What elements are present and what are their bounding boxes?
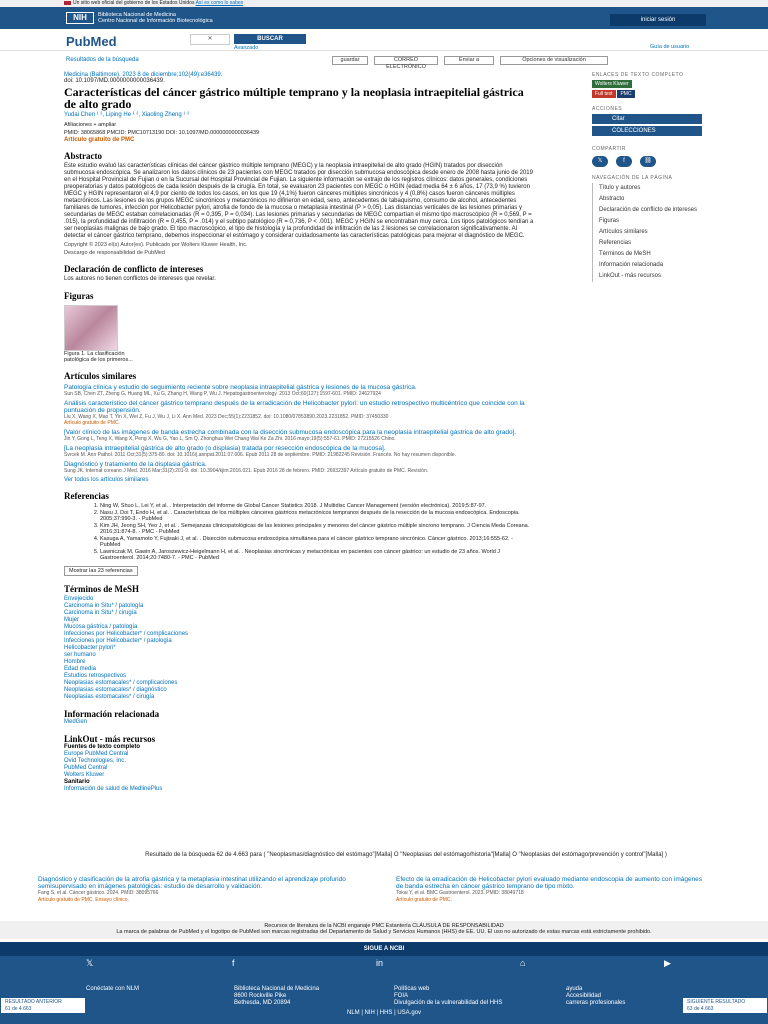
help-link[interactable]: Accesibilidad	[566, 993, 602, 999]
similar-article-5[interactable]	[64, 461, 534, 474]
prev-result-meta: Fang S, et al. Cáncer gástrico. 2024. PMID: 38095766	[38, 890, 159, 896]
mesh-term[interactable]: Neoplasias estomacales* / complicaciones	[64, 679, 178, 686]
linkedin-icon[interactable]: in	[376, 958, 384, 968]
send-to-button[interactable]: Enviar a	[444, 56, 494, 65]
mesh-term[interactable]: Neoplasias estomacales* / diagnóstico	[64, 686, 167, 693]
link-share-icon[interactable]: ⛓	[640, 156, 656, 167]
mesh-term[interactable]: Carcinoma in Situ* / patología	[64, 602, 144, 609]
toolbar	[0, 56, 768, 70]
conflict-text: Los autores no tienen conflictos de intereses que revelar.	[64, 276, 216, 282]
mesh-heading: Términos de MeSH	[64, 583, 139, 594]
email-button[interactable]: CORREO ELECTRÓNICO	[374, 56, 438, 65]
previous-result-button[interactable]	[0, 997, 86, 1014]
linkout-item[interactable]: PubMed Central	[64, 764, 108, 771]
pmc-badge[interactable]: PMC	[617, 90, 634, 98]
similar-free: Artículo gratuito de PMC.	[64, 420, 120, 426]
doi-line: doi: 10.1097/MD.0000000000036439.	[64, 78, 165, 84]
agency-bar[interactable]: NLM | NIH | HHS | USA.gov	[346, 1010, 422, 1016]
prev-result-free: Artículo gratuito de PMC. Ensayo clínico.	[38, 897, 129, 903]
mesh-term[interactable]: Carcinoma in Situ* / cirugía	[64, 609, 137, 616]
actions-heading: ACCIONES	[592, 106, 623, 112]
mesh-term[interactable]: Infecciones por Helicobacter* / patología	[64, 637, 172, 644]
ncbi-header	[0, 7, 768, 29]
related-heading: Información relacionada	[64, 708, 160, 719]
free-pmc-badge: Artículo gratuito de PMC	[64, 137, 135, 143]
prev-result-title[interactable]: Diagnóstico y clasificación de la atrofia gástrica y la metaplasia intestinal utilizando el aprendizaje profundo semisupervisado en imágenes patológicas: estudio de desarrollo y validación.	[38, 876, 346, 890]
ncbi-footer	[0, 942, 768, 1024]
next-result-meta: Tokai Y, et al. BMC Gastroenterol. 2023. PMID: 38049718	[396, 890, 524, 896]
prev-count: 61 de 4.663	[5, 1006, 32, 1012]
addr-line: 8600 Rockville Pike	[234, 993, 287, 999]
reference-item: 5. Lawniczak M, Gawin A, Jaroszewicz-Heigelmann H, et al. . Neoplasias sincrónicas y metacrónicas en pacientes con cáncer gástrico: un estudio de 23 años. World J Gastroenterol. 2014;20:7480-7. - PMC - PubMed	[100, 549, 534, 562]
mesh-term[interactable]: Estudios retrospectivos	[64, 672, 127, 679]
fulltext-links-heading: ENLACES DE TEXTO COMPLETO	[592, 72, 684, 78]
collections-button[interactable]: COLECCIONES	[592, 126, 702, 136]
linkout-item[interactable]: Información de salud de MedlinePlus	[64, 785, 163, 792]
nav-item[interactable]: LinkOut - más recursos	[592, 271, 702, 282]
page-nav-heading: NAVEGACIÓN DE LA PÁGINA	[592, 175, 673, 181]
figures-heading: Figuras	[64, 291, 94, 301]
gov-banner	[0, 0, 768, 7]
save-button[interactable]: guardar	[332, 56, 368, 65]
search-result-position: Resultado de la búsqueda 62 de 4.663 para ( "Neoplasmas/diagnóstico del estómago"[Malla] O "Neoplasias del estómago/historia"[Malla] O "Neoplasias del estómago/prevención y control"[Malla] )	[145, 852, 667, 858]
similar-title[interactable]: Patología clínica y estudio de seguimiento reciente sobre neoplasia intraepitelial gástrica y lesiones de la mucosa gástrica.	[64, 384, 417, 391]
sidebar	[592, 72, 702, 282]
reference-item: 3. Kim JH, Jeong SH, Yeo J, et al. . Semejanzas clinicopatológicas de las lesiones principales y menores del cáncer gástrico múltiple sincrono temprano. J Ciencia Meda Coreana. 2016;31:874-8. - PMC - PubMed	[100, 523, 534, 536]
references-list	[64, 503, 534, 562]
next-label: SIGUIENTE RESULTADO	[687, 999, 746, 1005]
nav-item[interactable]: Abstracto	[592, 194, 702, 205]
similar-meta: Jin Y, Gong L, Teng X, Wang X, Peng X, Wu G, Yao L, Sm Q. Zhonghua Wei Chang Wai Ke Za Zhi. 2016 mayo;19(5):557-61. PMID: 27215526 Chino.	[64, 436, 396, 442]
facebook-share-icon[interactable]: f	[616, 156, 632, 167]
nav-item[interactable]: Información relacionada	[592, 260, 702, 271]
similar-title[interactable]: [La neoplasia intraepitelial gástrica de alto grado (o displasia) tratada por resección endoscópica de la mucosa].	[64, 445, 386, 452]
full-text-sources-label: Fuentes de texto completo	[64, 743, 141, 750]
reference-item: 4. Kasuga A, Yamamoto Y, Fujisaki J, et al. . Disección submucosa endoscópica simultánea para el cáncer gástrico temprano sincrónico. Cáncer gástrico. 2013;16:555-62. - PubMed	[100, 536, 534, 549]
footer-legal-text: La marca de palabras de PubMed y el logotipo de PubMed son marcas registradas del Departamento de Salud y Servicios Humanos (HHS) de EE. UU. El uso no autorizado de estas marcas está estrictamente prohibido.	[116, 929, 652, 935]
abstract-heading: Abstracto	[64, 151, 102, 161]
reference-item: 1. Ning W, Shuo L, Lei Y, et al. . Interpretación del informe de Global Cancer Statistics 2018. J Multidisc Cancer Management (versión electrónica). 2019;5:87-97.	[100, 503, 534, 510]
similar-article-4[interactable]	[64, 445, 534, 458]
user-guide-link[interactable]: Guía de usuario	[650, 44, 690, 50]
policy-link[interactable]: Divulgación de la vulnerabilidad del HHS	[394, 1000, 503, 1006]
policies	[394, 986, 502, 1007]
similar-heading: Artículos similares	[64, 371, 137, 381]
similar-meta: Sung JK. Internal coreano J Med. 2016 Mar;31(2):201-9. doi: 10.3904/kjim.2016.021. Epub 2016 28 de febrero. PMID: 26932397 Artículo gratuito de PMC. Revisión.	[64, 468, 429, 474]
mesh-term[interactable]: Envejecido	[64, 595, 94, 602]
gov-banner-text: Un sitio web oficial del gobierno de los Estados Unidos	[73, 0, 195, 6]
nlm-address	[234, 986, 319, 1007]
similar-title[interactable]: Diagnóstico y tratamiento de la displasia gástrica.	[64, 461, 207, 468]
x-icon[interactable]: 𝕏	[86, 958, 94, 968]
help-link[interactable]: ayuda	[566, 986, 583, 992]
similar-article-3[interactable]	[64, 429, 534, 442]
affiliations-toggle[interactable]: Afiliaciones + ampliar	[64, 122, 117, 128]
mesh-term[interactable]: Edad media	[64, 665, 97, 672]
mesh-term[interactable]: Infecciones por Helicobacter* / complicaciones	[64, 630, 189, 637]
search-button[interactable]: BUSCAR	[234, 34, 306, 44]
next-count: 63 de 4.663	[687, 1006, 714, 1012]
similar-meta: Svrcek M. Ann Pathol. 2011 Oct;31(5):375-80. doi: 10.1016/j.annpat.2011.07.006. Epub 2011 28 de septiembre. PMID: 21982245 Revisión. Francés. No hay resumen disponible.	[64, 452, 456, 458]
nav-item[interactable]: Figuras	[592, 216, 702, 227]
disclaimer-link[interactable]: Descargo de responsabilidad de PubMed	[64, 250, 165, 256]
fulltext-badges	[592, 80, 702, 98]
facebook-icon[interactable]: f	[232, 958, 235, 968]
cite-button[interactable]: Citar	[592, 114, 702, 124]
addr-line: Biblioteca Nacional de Medicina	[234, 986, 320, 992]
linkout-item[interactable]: Europe PubMed Central	[64, 750, 129, 757]
page-nav	[592, 183, 702, 282]
similar-title[interactable]: Análisis característico del cáncer gástrico temprano después de la erradicación de Helicobacter pylori: un estudio retrospectivo multicéntrico que coincide con la puntuación de propensión.	[64, 400, 525, 414]
connect-nlm: Conéctate con NLM	[86, 986, 140, 992]
us-flag-icon	[64, 1, 71, 5]
nav-item[interactable]: Título y autores	[592, 183, 702, 194]
copyright: Copyright © 2023 el(s) Autor(es). Publicado por Wolters Kluwer Health, Inc.	[64, 242, 248, 248]
x-share-icon[interactable]: 𝕏	[592, 156, 608, 167]
conflict-heading: Declaración de conflicto de intereses	[64, 264, 204, 274]
share-row	[592, 156, 702, 167]
github-icon[interactable]: ⌂	[520, 958, 526, 968]
abstract-text: Este estudio evaluó las características clínicas del cáncer gástrico múltiple temprano (MEGC) y la neoplasia intraepitelial de alto grado (HGIN) tratados por disección submucosa endoscópica. Se analizaron los datos clínicos de 23 pacientes con MEGC tratados por disección submucosa endoscópica desde enero de 2008 hasta junio de 2019 en el Hospital Provincial de Fujian o en la Sucursal del Hospital Provincial de Fujian. La siguiente información se extrajo de los registros clínicos: datos generales, condiciones preoperatorias y datos patológicos de cada lesión después de la cirugía. En total, se evaluaron 23 pacientes con MEGC o HGIN (edad media 64 ± 6 años, 17 (73,9 %) tuvieron MEGC y HGIN representaron el 4,9 por ciento de todos los casos, en los que 19 (4,1%) fueron cánceres múltiples sincrónicos y 4 (0,8%) casos fueron cánceres múltiples metacrónicos. Las lesiones de los grupos MEGC sincrónicos y metacrónicos no difirieron en edad, sexo, antecedentes de tabaquismo, consumo de alcohol, antecedentes familiares de tumores, infección por Helicobacter pylori, atrofia de fondo de la mucosa o metaplasia intestinal (P > 0,05). Las distancias verticales de las lesiones primarias y secundarias de MEGC estaban correlacionadas (R = 0,395, P = 0,034). Las lesiones primarias y secundarias de MEGC compartían el mismo tipo macroscópico (R = 0,569, P = .015), la profundidad de infiltración (R = 0,455, P = .014) y el subtipo patológico (R = 0,736, P < .001). MEGC y HGIN se encontraban muy cerca. Los tipos patológicos tendían a ser neoplasias malignas de bajo grado. El tipo macroscópico, el tipo de histología y la profundidad de infiltración de las 2 lesiones se correlacionaron significativamente. Al detectar el cáncer gástrico temprano, debemos inspeccionar el estómago y considerar cuidadosamente las características patológicas para mejorar el diagnóstico de MEGC.	[64, 163, 534, 239]
medgen-link[interactable]: MedGen	[64, 718, 88, 725]
linkout-item[interactable]: Ovid Technologies, Inc.	[64, 757, 126, 764]
follow-ncbi: SIGUE A NCBI	[0, 942, 768, 956]
figure-caption: Figura 1. La clasificación patológica de los primeros...	[64, 351, 133, 363]
login-button[interactable]: iniciar sesión	[610, 14, 706, 26]
pubmed-logo[interactable]: PubMed	[66, 34, 117, 49]
nav-item[interactable]: Artículos similares	[592, 227, 702, 238]
next-result-title[interactable]: Efecto de la erradicación de Helicobacter pylori evaluado mediante endoscopia de aumento con imágenes de banda estrecha en cáncer gástrico temprano de tipo mixto.	[396, 876, 703, 890]
next-result-card[interactable]	[396, 876, 706, 904]
similar-title[interactable]: [Valor clínico de las imágenes de banda estrecha combinada con la disección submucosa endoscópica para la neoplasia intraepitelial gástrica de alto grado].	[64, 429, 517, 436]
addr-line: Bethesda, MD 20894	[234, 1000, 291, 1006]
mesh-list	[64, 596, 534, 701]
search-results-link[interactable]: Resultados de la búsqueda	[66, 57, 139, 63]
display-options-button[interactable]: Opciones de visualización	[500, 56, 608, 65]
figure-thumbnail[interactable]	[64, 305, 118, 351]
linkout-item[interactable]: Wolters Kluwer	[64, 771, 105, 778]
journal-citation[interactable]: Medicina (Baltimore). 2023 8 de diciembre;102(49):e36439.	[64, 72, 223, 78]
mesh-term[interactable]: Helicobacter pylori*	[64, 644, 116, 651]
next-result-button[interactable]	[682, 997, 768, 1014]
search-input[interactable]: ✕	[190, 34, 230, 45]
help-links	[566, 986, 625, 1007]
article-main	[64, 72, 534, 793]
mesh-term[interactable]: Mucosa gástrica / patología	[64, 623, 138, 630]
sanitary-label: Sanitario	[64, 778, 90, 785]
mesh-term[interactable]: Neoplasias estomacales* / cirugía	[64, 693, 155, 700]
prev-result-card[interactable]	[38, 876, 358, 904]
similar-article-2[interactable]	[64, 400, 534, 426]
next-result-free: Artículo gratuito de PMC.	[396, 897, 452, 903]
full-text-badge[interactable]: Full text	[592, 90, 616, 98]
mesh-term[interactable]: Mujer	[64, 616, 80, 623]
youtube-icon[interactable]: ▶	[664, 958, 671, 968]
similar-article-1[interactable]	[64, 384, 534, 397]
help-link[interactable]: carreras profesionales	[566, 1000, 626, 1006]
footer-legal	[0, 921, 768, 939]
authors[interactable]: Yudai Chen ¹ ², Liping He ¹ ², Xiaoling Zheng ¹ ²	[64, 112, 190, 118]
wolters-kluwer-badge[interactable]: Wolters Kluwer	[592, 80, 632, 88]
similar-meta: Liu X, Wang X, Mao T, Yin X, Wei Z, Fu J, Wu J, Li X. Ann Med. 2023 Dec;55(1):2231852. doi: 10.1080/07853890.2023.2231852. PMID: 37450330	[64, 414, 389, 420]
reference-item: 2. Nasu J, Doi T, Endo H, et al. . Características de los múltiples cánceres gástricos metacrónicos tempranos después de la resección de la mucosa endoscópica. Endoscopia. 2005;37:990-3. - PubMed	[100, 510, 534, 523]
gov-banner-link[interactable]: Así es como lo sabes	[195, 0, 244, 6]
ncbi-line2: Centro Nacional de Información Biotecnológica	[98, 18, 213, 24]
policy-link[interactable]: Políticas web	[394, 986, 430, 992]
references-heading: Referencias	[64, 491, 109, 501]
linkout-heading: LinkOut - más recursos	[64, 733, 156, 744]
mesh-term[interactable]: ser humano	[64, 651, 96, 658]
search-bar	[0, 29, 768, 51]
prev-label: RESULTADO ANTERIOR	[5, 999, 62, 1005]
advanced-search-link[interactable]: Avanzado	[234, 45, 259, 51]
show-all-references-button[interactable]: Mostrar las 23 referencias	[64, 566, 138, 576]
ncbi-line1: Biblioteca Nacional de Medicina	[98, 12, 176, 18]
article-title: Características del cáncer gástrico múltiple temprano y la neoplasia intraepitelial gástrica de alto grado	[64, 85, 524, 111]
nav-item[interactable]: Referencias	[592, 238, 702, 249]
policy-link[interactable]: FOIA	[394, 993, 409, 999]
nav-item[interactable]: Declaración de conflicto de intereses	[592, 205, 702, 216]
share-heading: COMPARTIR	[592, 146, 627, 152]
nav-item[interactable]: Términos de MeSH	[592, 249, 702, 260]
footer-links[interactable]: Recursos de literatura de la NCBI enganaje PMC Estantería CLÁUSULA DE RESPONSABILIDAD	[264, 923, 504, 929]
nih-logo[interactable]: NIH	[66, 12, 94, 24]
mesh-term[interactable]: Hombre	[64, 658, 86, 665]
article-ids: PMID: 38065868 PMCID: PMC10713190 DOI: 10.1097/MD.0000000000036439	[64, 130, 260, 136]
similar-meta: Sun SB, Chen ZT, Zheng G, Huang ML, Xu G, Zhang H, Wang P, Wu J. Hepatogastroenterology. 2013 Oct;60(127):1597-601. PMID: 24627924	[64, 391, 381, 397]
see-all-similar-link[interactable]: Ver todos los artículos similares	[64, 477, 149, 483]
